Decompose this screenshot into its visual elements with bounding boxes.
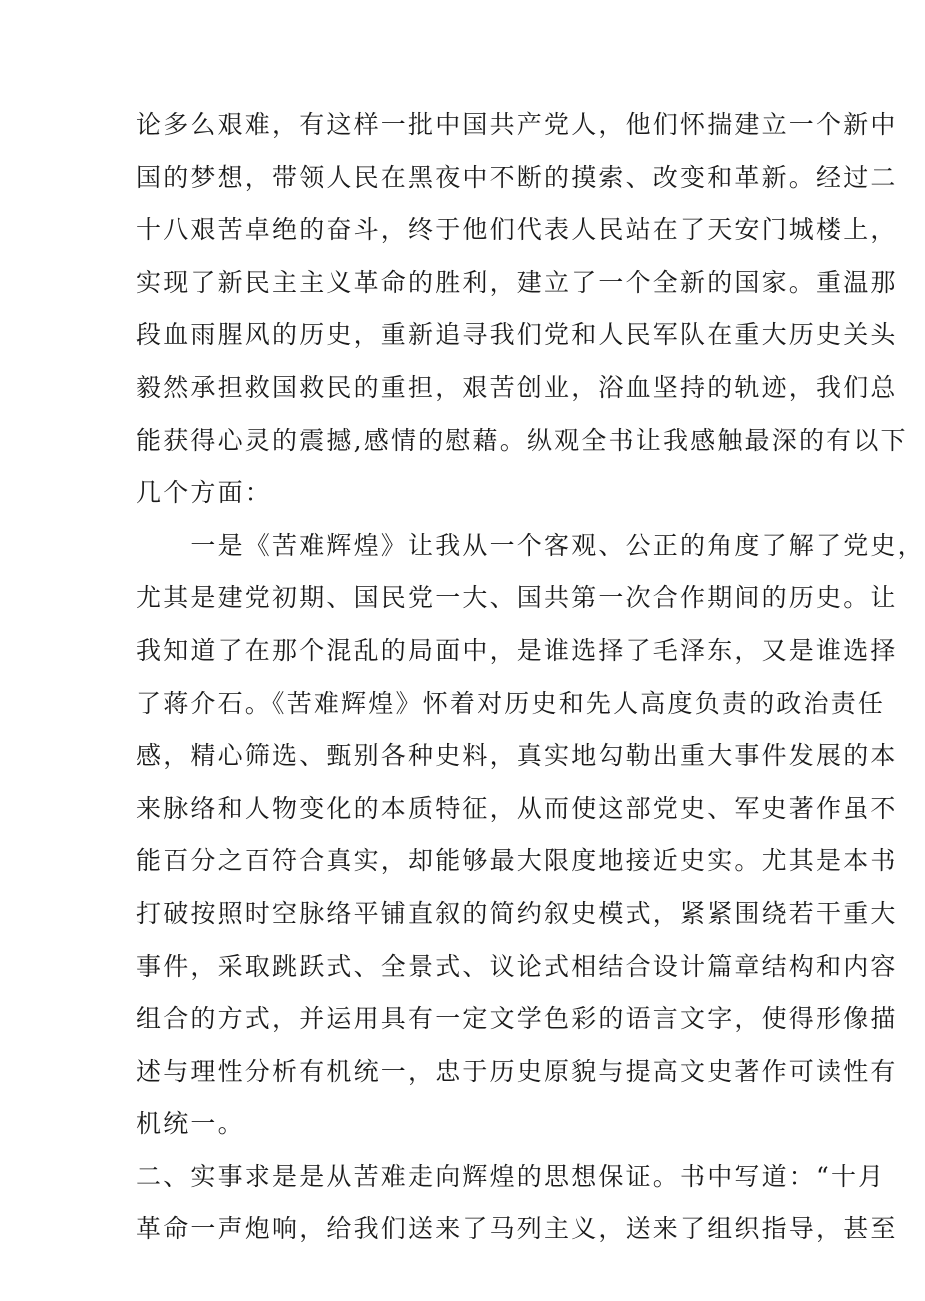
text-line: 打破按照时空脉络平铺直叙的简约叙史模式，紧紧围绕若干重大 — [136, 898, 898, 928]
text-line: 革命一声炮响，给我们送来了马列主义，送来了组织指导，甚至 — [136, 1214, 898, 1244]
text-line: 论多么艰难，有这样一批中国共产党人，他们怀揣建立一个新中 — [136, 110, 898, 139]
text-line: 能百分之百符合真实，却能够最大限度地接近史实。尤其是本书 — [136, 846, 898, 876]
text-line: 来脉络和人物变化的本质特征，从而使这部党史、军史著作虽不 — [136, 793, 898, 823]
paragraph-start-line: 一是《苦难辉煌》让我从一个客观、公正的角度了解了党史， — [136, 530, 925, 560]
text-line: 述与理性分析有机统一，忠于历史原貌与提高文史著作可读性有 — [136, 1056, 898, 1086]
text-line: 能获得心灵的震撼,感情的慰藉。纵观全书让我感触最深的有以下 — [136, 425, 908, 455]
text-line: 机统一。 — [136, 1109, 245, 1139]
text-line: 组合的方式，并运用具有一定文学色彩的语言文字，使得形像描 — [136, 1004, 898, 1034]
text-line: 国的梦想，带领人民在黑夜中不断的摸索、改变和革新。经过二 — [136, 162, 898, 192]
text-line: 实现了新民主主义革命的胜利，建立了一个全新的国家。重温那 — [136, 267, 898, 297]
text-line: 毅然承担救国救民的重担，艰苦创业，浴血坚持的轨迹，我们总 — [136, 372, 898, 402]
text-line: 段血雨腥风的历史，重新追寻我们党和人民军队在重大历史关头 — [136, 320, 898, 350]
section-heading-line: 二、实事求是是从苦难走向辉煌的思想保证。书中写道：“十月 — [136, 1161, 886, 1191]
text-line: 尤其是建党初期、国民党一大、国共第一次合作期间的历史。让 — [136, 583, 898, 613]
body-text — [136, 104, 925, 1261]
text-line: 十八艰苦卓绝的奋斗，终于他们代表人民站在了天安门城楼上， — [136, 215, 898, 245]
text-line: 了蒋介石。《苦难辉煌》怀着对历史和先人高度负责的政治责任 — [136, 688, 886, 718]
text-line: 我知道了在那个混乱的局面中，是谁选择了毛泽东，又是谁选择 — [136, 635, 898, 665]
text-line: 几个方面： — [136, 478, 273, 508]
text-line: 感，精心筛选、甄别各种史料，真实地勾勒出重大事件发展的本 — [136, 741, 898, 771]
text-line: 事件，采取跳跃式、全景式、议论式相结合设计篇章结构和内容 — [136, 951, 898, 981]
